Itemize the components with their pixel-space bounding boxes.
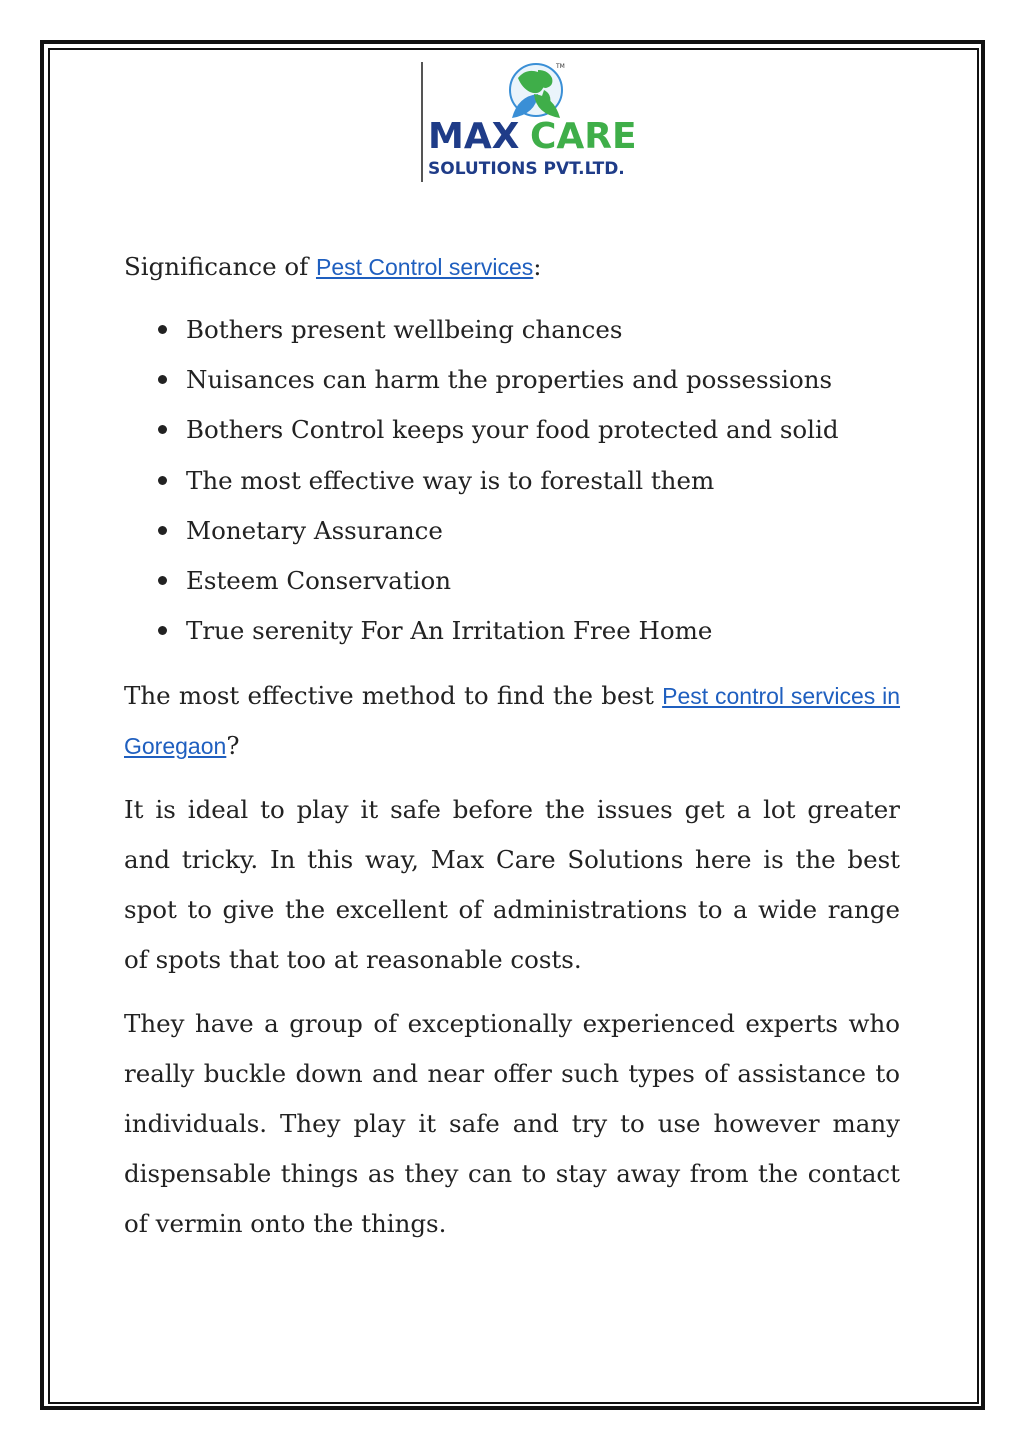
list-item: Esteem Conservation: [124, 556, 900, 606]
globe-leaf-icon: [510, 64, 562, 118]
list-item: The most effective way is to forestall them: [124, 456, 900, 506]
list-item: True serenity For An Irritation Free Home: [124, 606, 900, 656]
company-logo: [420, 60, 670, 185]
heading-prefix: Significance of: [124, 252, 316, 281]
paragraph: It is ideal to play it safe before the issues get a lot greater and tricky. In this way, Max Care Solutions here is the best spot to give the excellent of administrations to a wide range of spots that too at reasonable costs.: [124, 795, 900, 975]
list-item: Monetary Assurance: [124, 506, 900, 556]
heading-suffix: :: [533, 252, 542, 281]
list-item: Nuisances can harm the properties and possessions: [124, 355, 900, 405]
document-body: [124, 245, 900, 1263]
paragraph: They have a group of exceptionally experienced experts who really buckle down and near offer such types of assistance to individuals. They play it safe and try to use however many dispensable things as they can to stay away from the contact of vermin onto the things.: [124, 1009, 900, 1239]
pest-control-services-link[interactable]: Pest Control services: [315, 254, 534, 280]
logo-text-care: CARE: [530, 116, 637, 157]
logo-text-max: MAX: [428, 116, 520, 157]
significance-list: [124, 305, 900, 656]
trademark: TM: [556, 63, 565, 70]
list-item: Bothers Control keeps your food protected and solid: [124, 405, 900, 455]
goregaon-services-link[interactable]: Pest control services in Goregaon: [124, 683, 901, 760]
section-heading: [124, 245, 900, 289]
list-item: Bothers present wellbeing chances: [124, 305, 900, 355]
question-suffix: ?: [226, 731, 240, 761]
question-prefix: The most effective method to find the best: [124, 681, 663, 711]
question-paragraph: [124, 671, 900, 771]
logo-tagline: SOLUTIONS PVT.LTD.: [428, 159, 625, 179]
